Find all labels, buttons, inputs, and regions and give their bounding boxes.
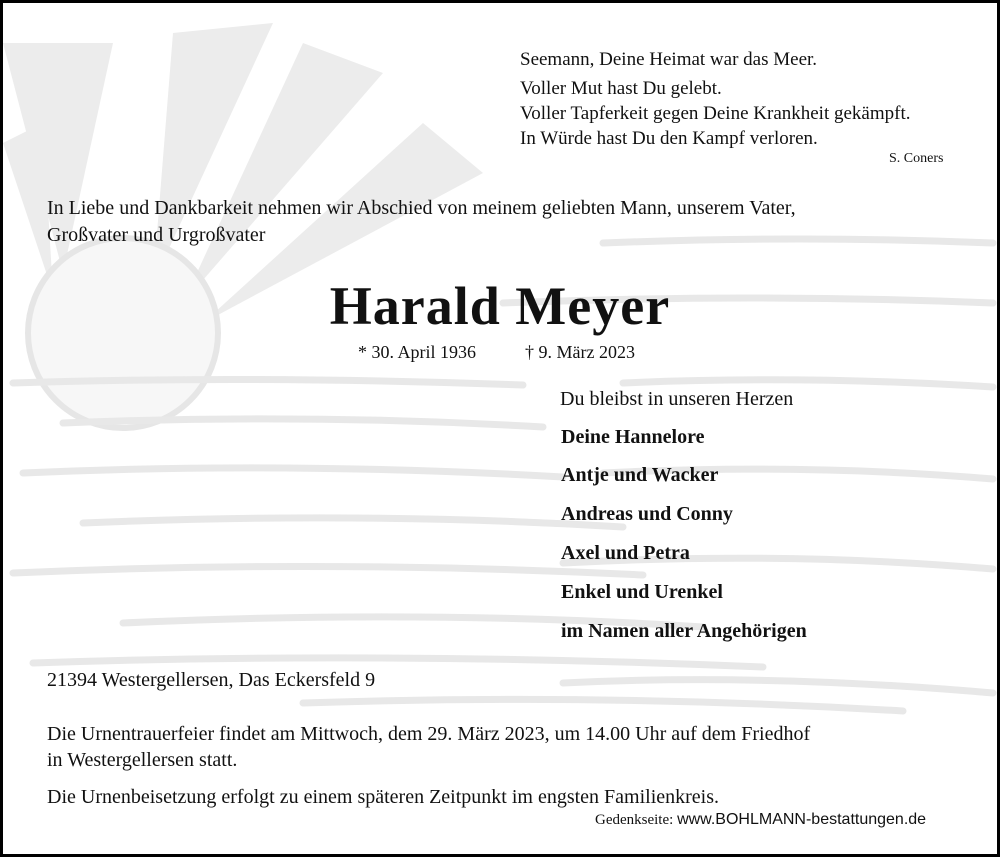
intro-line: In Liebe und Dankbarkeit nehmen wir Abschied von meinem geliebten Mann, unserem Vater, xyxy=(47,197,796,219)
ceremony-line: in Westergellersen statt. xyxy=(47,749,238,771)
mourner-name: Axel und Petra xyxy=(561,542,690,564)
ceremony-text xyxy=(47,721,810,773)
burial-text: Die Urnenbeisetzung erfolgt zu einem späteren Zeitpunkt im engsten Familienkreis. xyxy=(47,786,720,808)
birth-date: * 30. April 1936 xyxy=(358,342,477,362)
mourner-name: Enkel und Urenkel xyxy=(561,581,723,603)
poem-line: In Würde hast Du den Kampf verloren. xyxy=(520,128,818,149)
mourner-name: Antje und Wacker xyxy=(561,464,719,486)
ceremony-line: Die Urnentrauerfeier findet am Mittwoch, dem 29. März 2023, um 14.00 Uhr auf dem Friedhof xyxy=(47,723,811,745)
poem-line: Voller Tapferkeit gegen Deine Krankheit gekämpft. xyxy=(520,103,911,124)
mourner-name: Andreas und Conny xyxy=(561,503,733,525)
family-address: 21394 Westergellersen, Das Eckersfeld 9 xyxy=(47,669,376,691)
death-date: † 9. März 2023 xyxy=(525,342,635,362)
poem xyxy=(520,47,911,151)
mourner-name: Deine Hannelore xyxy=(561,426,705,448)
memorial-label: Gedenkseite: xyxy=(595,812,674,828)
mourner-name: im Namen aller Angehörigen xyxy=(561,620,807,642)
memorial-link[interactable]: www.BOHLMANN-bestattungen.de xyxy=(677,811,927,828)
poem-line: Seemann, Deine Heimat war das Meer. xyxy=(520,49,818,70)
memorial-page-info xyxy=(595,811,926,829)
poem-author: S. Coners xyxy=(889,151,944,166)
poem-line: Voller Mut hast Du gelebt. xyxy=(520,78,722,99)
deceased-name: Harald Meyer xyxy=(329,276,671,336)
intro-text xyxy=(47,195,796,249)
intro-line: Großvater und Urgroßvater xyxy=(47,224,266,246)
closing-line: Du bleibst in unseren Herzen xyxy=(560,388,794,410)
